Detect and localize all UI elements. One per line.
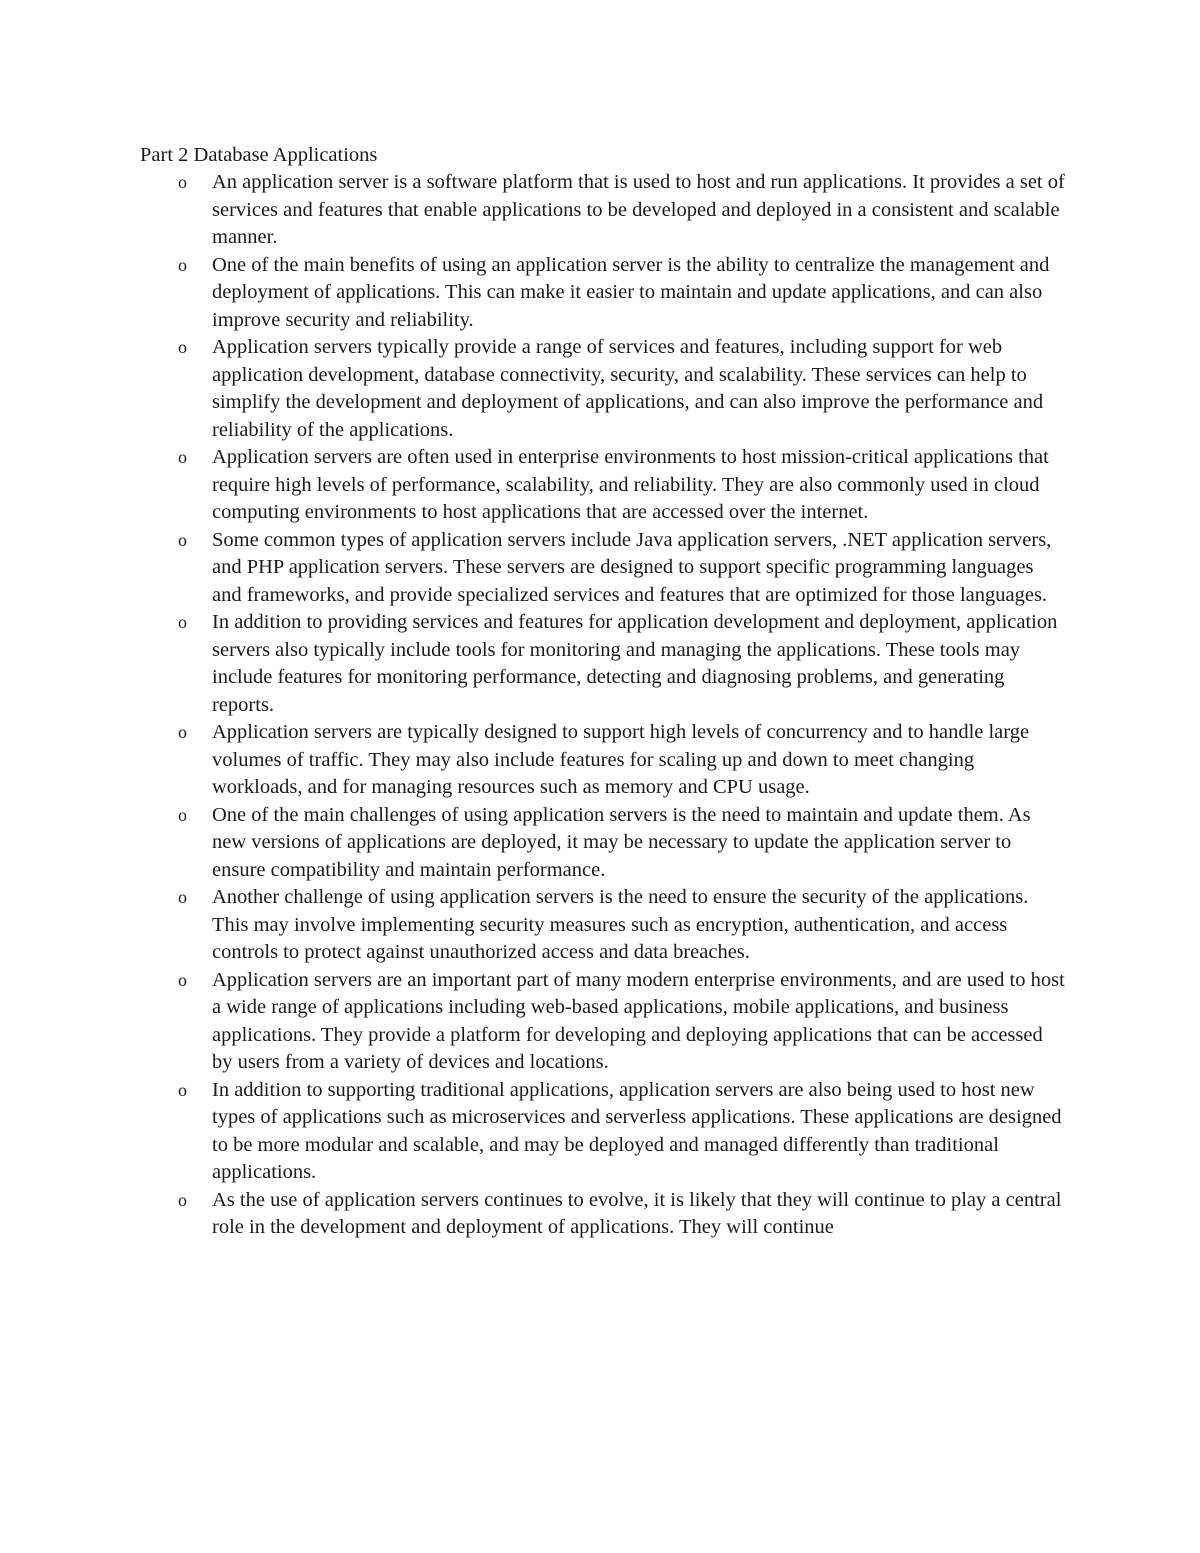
list-item-text: An application server is a software platform that is used to host and run applications. It provides a set of services and features that enable applications to be developed and deployed in a consistent and scalable manner.	[212, 171, 1065, 248]
list-item	[140, 609, 1065, 719]
list-item	[140, 802, 1065, 885]
bullet-marker: o	[178, 172, 187, 192]
list-item	[140, 1077, 1065, 1187]
section-heading: Part 2 Database Applications	[140, 144, 378, 166]
list-item-text: Application servers are often used in enterprise environments to host mission-critical applications that require high levels of performance, scalability, and reliability. They are also commonly used in cloud computing environments to host applications that are accessed over the internet.	[212, 446, 1049, 523]
list-item-text: In addition to providing services and features for application development and deployment, application servers also typically include tools for monitoring and managing the applications. These tools may include features for monitoring performance, detecting and diagnosing problems, and generating reports.	[212, 611, 1058, 716]
list-item-text: Application servers are typically designed to support high levels of concurrency and to handle large volumes of traffic. They may also include features for scaling up and down to meet changing workloads, and for managing resources such as memory and CPU usage.	[212, 721, 1030, 798]
list-item-text: As the use of application servers continues to evolve, it is likely that they will continue to play a central role in the development and deployment of applications. They will continue	[212, 1188, 1062, 1238]
bullet-marker: o	[178, 612, 187, 632]
list-item-text: Some common types of application servers include Java application servers, .NET application servers, and PHP application servers. These servers are designed to support specific programming languages and frameworks, and provide specialized services and features that are optimized for those languages.	[212, 528, 1052, 606]
list-item	[140, 719, 1065, 802]
list-item	[140, 967, 1065, 1077]
bullet-marker: o	[178, 804, 187, 825]
bullet-marker: o	[178, 1079, 187, 1100]
list-item	[140, 1187, 1065, 1242]
list-item	[140, 334, 1065, 444]
bullet-marker: o	[178, 447, 187, 467]
bullet-marker: o	[178, 1189, 187, 1210]
list-item	[140, 884, 1065, 967]
list-item	[140, 444, 1065, 527]
bullet-marker: o	[178, 722, 187, 742]
bullet-list	[140, 169, 1065, 1242]
list-item	[140, 169, 1065, 252]
bullet-marker: o	[178, 529, 187, 550]
list-item-text: In addition to supporting traditional applications, application servers are also being used to host new types of applications such as microservices and serverless applications. These applications are designed to be more modular and scalable, and may be deployed and managed differently than traditional applications.	[212, 1078, 1062, 1183]
list-item-text: Application servers are an important part of many modern enterprise environments, and are used to host a wide range of applications including web-based applications, mobile applications, and business applications. They provide a platform for developing and deploying applications that can be accessed by users from a variety of devices and locations.	[212, 968, 1065, 1073]
list-item-text: Another challenge of using application servers is the need to ensure the security of the applications. This may involve implementing security measures such as encryption, authentication, and access controls to protect against unauthorized access and data breaches.	[212, 886, 1029, 963]
bullet-marker: o	[178, 969, 187, 990]
list-item-text: One of the main benefits of using an application server is the ability to centralize the management and deployment of applications. This can make it easier to maintain and update applications, and can also improve security and reliability.	[212, 253, 1050, 331]
bullet-marker: o	[178, 254, 187, 275]
list-item	[140, 527, 1065, 610]
bullet-marker: o	[178, 887, 187, 907]
bullet-marker: o	[178, 337, 187, 357]
list-item-text: Application servers typically provide a range of services and features, including support for web application development, database connectivity, security, and scalability. These services can help to simplify the development and deployment of applications, and can also improve the performance and reliability of the applications.	[212, 336, 1044, 441]
list-item-text: One of the main challenges of using application servers is the need to maintain and update them. As new versions of applications are deployed, it may be necessary to update the application server to ensure compatibility and maintain performance.	[212, 803, 1031, 881]
list-item	[140, 252, 1065, 335]
document-body	[140, 141, 1065, 1242]
